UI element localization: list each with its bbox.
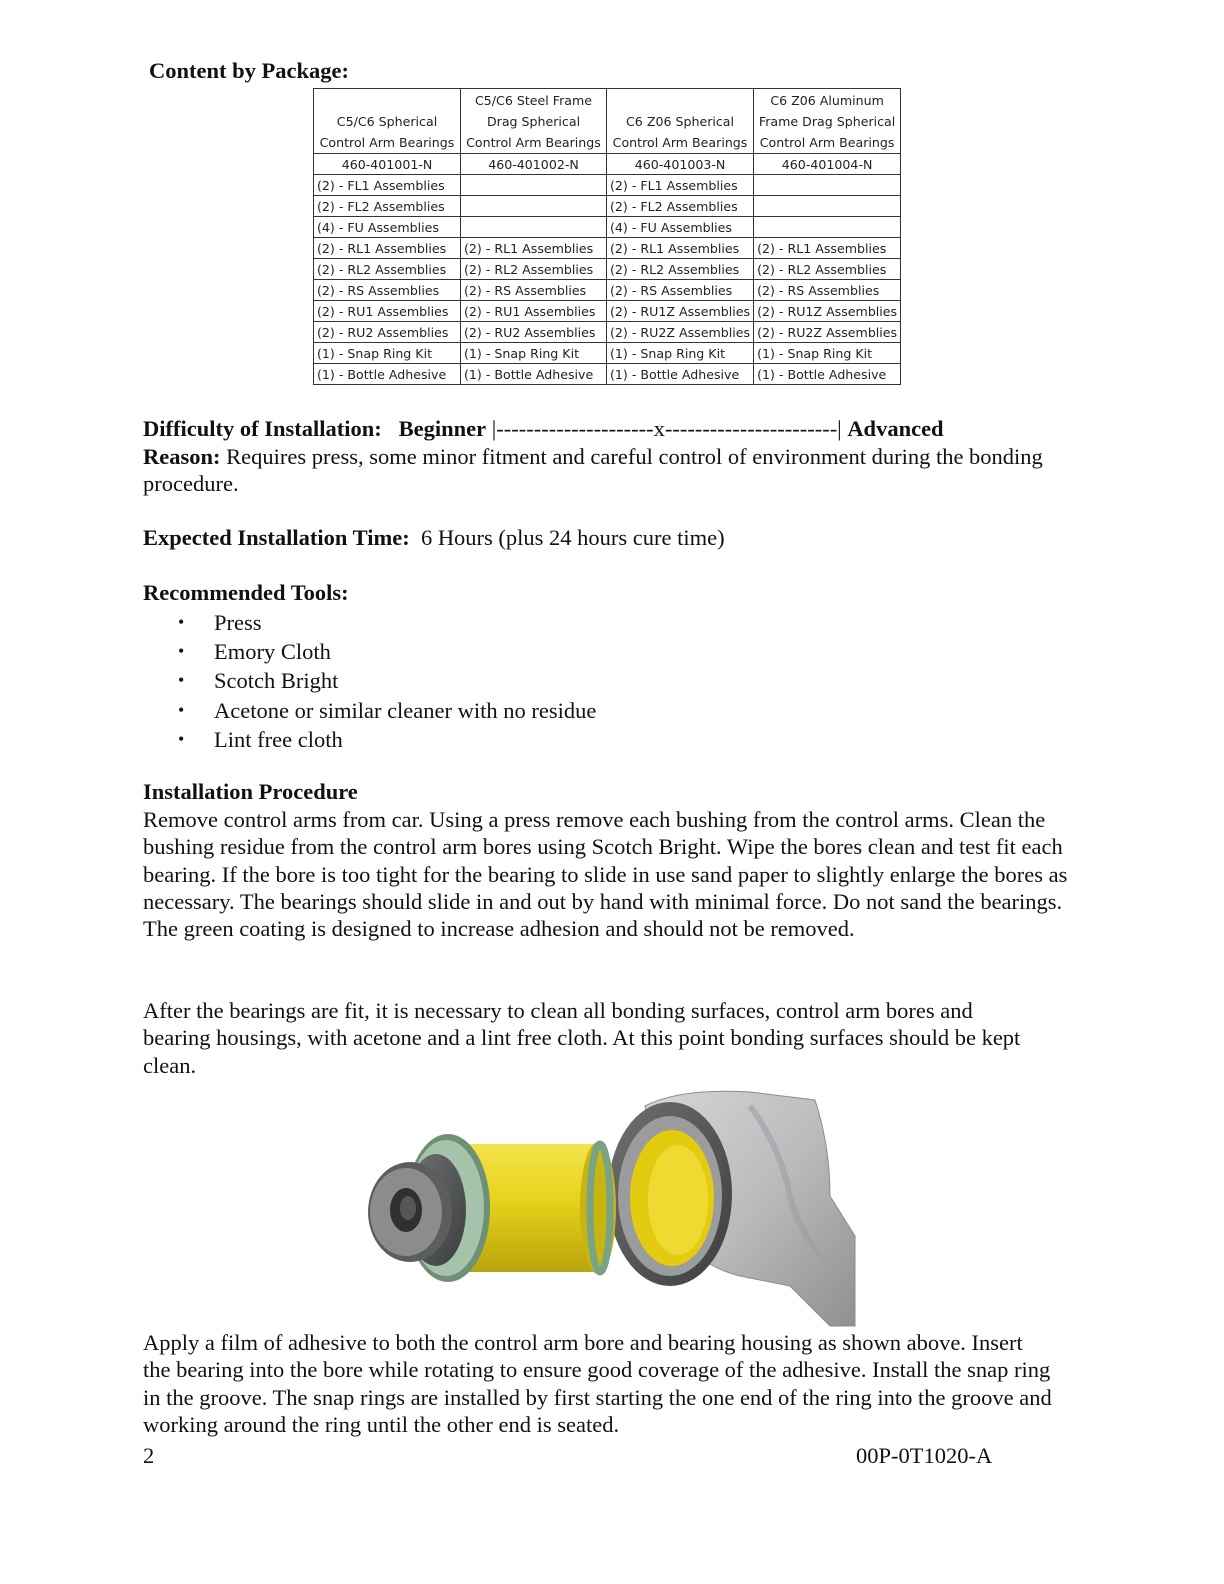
procedure-paragraph-2: After the bearings are fit, it is necessary to clean all bonding surfaces, control arm bores and bearing housings, with acetone and a lint free cloth. At this point bonding surfaces should be kept clean. [143,998,1021,1078]
package-contents-table [313,88,901,385]
table-cell: (2) - RS Assemblies [314,280,461,301]
table-header-cell [754,89,901,154]
header-line [610,90,750,111]
installation-procedure-heading: Installation Procedure [143,779,358,804]
installation-time-value: 6 Hours (plus 24 hours cure time) [420,525,725,550]
header-line: C6 Z06 Aluminum [770,93,884,108]
header-line: Control Arm Bearings [612,135,748,150]
difficulty-label: Difficulty of Installation: [143,416,382,441]
table-cell: (1) - Snap Ring Kit [754,343,901,364]
tool-name: Lint free cloth [214,726,343,752]
table-cell: (2) - FL1 Assemblies [314,175,461,196]
table-cell [754,196,901,217]
bullet-icon: • [178,641,185,662]
table-cell: (2) - RL1 Assemblies [314,238,461,259]
procedure-paragraph-3: Apply a film of adhesive to both the control arm bore and bearing housing as shown above. Insert the bearing into the bore while rotating to ensure good coverage of the adhesive. Install the snap ring in the groove. The snap rings are installed by first starting the one end of the ring into the groove and working around the ring until the other end is seated. [143,1330,1052,1437]
part-number-cell: 460-401003-N [607,154,754,175]
part-number-cell: 460-401001-N [314,154,461,175]
table-cell: (4) - FU Assemblies [314,217,461,238]
procedure-paragraph-1: Remove control arms from car. Using a press remove each bushing from the control arms. Clean the bushing residue from the control arm bores using Scotch Bright. Wipe the bores clean and test fit each bearing. If the bore is too tight for the bearing to slide in use sand paper to slightly enlarge the bores as necessary. The bearings should slide in and out by hand with minimal force. Do not sand the bearings. The green coating is designed to increase adhesion and should not be removed. [143,807,1068,942]
part-number-row [314,154,901,175]
document-code: 00P-0T1020-A [856,1443,993,1468]
table-cell: (2) - RL2 Assemblies [314,259,461,280]
table-cell: (1) - Snap Ring Kit [461,343,607,364]
table-header-cell [314,89,461,154]
header-line: Control Arm Bearings [319,135,455,150]
table-row [314,238,901,259]
bullet-icon: • [178,612,185,632]
list-item [178,608,596,637]
table-cell: (2) - RL2 Assemblies [754,259,901,280]
table-cell: (2) - RU1 Assemblies [314,301,461,322]
tool-name: Press [214,610,262,635]
difficulty-low-label: Beginner [398,416,487,441]
table-row [314,343,901,364]
table-cell [754,217,901,238]
header-line: C5/C6 Steel Frame [474,93,593,108]
table-cell: (2) - FL1 Assemblies [607,175,754,196]
difficulty-line [143,416,944,442]
table-cell: (2) - RS Assemblies [607,280,754,301]
table-row [314,280,901,301]
tool-name: Emory Cloth [214,639,331,665]
header-line: C6 Z06 Spherical [626,114,735,129]
tool-name: Scotch Bright [214,668,339,694]
page-number: 2 [143,1443,155,1468]
table-row [314,217,901,238]
header-line: Drag Spherical [486,114,581,129]
table-row [314,175,901,196]
table-cell: (2) - RL2 Assemblies [607,259,754,280]
table-cell: (2) - RU1Z Assemblies [754,301,901,322]
header-line: Control Arm Bearings [759,135,895,150]
reason-text: Requires press, some minor fitment and careful control of environment during the bonding procedure. [143,444,1043,497]
table-cell: (2) - RL1 Assemblies [607,238,754,259]
table-cell: (2) - RU1Z Assemblies [607,301,754,322]
header-line: Frame Drag Spherical [758,114,896,129]
bullet-icon: • [178,699,185,720]
table-cell: (2) - RU2Z Assemblies [754,322,901,343]
table-cell: (1) - Bottle Adhesive [754,364,901,385]
header-line: C5/C6 Spherical [336,114,438,129]
control-arm [608,1091,855,1326]
table-cell: (2) - RU2 Assemblies [314,322,461,343]
bearing-installation-illustration [360,1086,860,1331]
tools-list [178,608,596,754]
table-cell: (1) - Snap Ring Kit [314,343,461,364]
table-header-row [314,89,901,154]
header-line [317,90,457,111]
table-cell [754,175,901,196]
installation-time-line [143,525,725,551]
bullet-icon: • [178,728,185,749]
table-row [314,364,901,385]
difficulty-scale: |---------------------x-----------------------| [491,416,842,441]
header-line: Control Arm Bearings [466,135,601,150]
list-item [178,696,596,725]
reason-paragraph [143,443,1043,498]
table-row [314,196,901,217]
table-row [314,259,901,280]
list-item [178,725,596,754]
table-cell: (2) - RS Assemblies [461,280,607,301]
part-number-cell: 460-401002-N [461,154,607,175]
table-cell: (2) - FL2 Assemblies [607,196,754,217]
reason-label: Reason: [143,444,221,469]
difficulty-high-label: Advanced [847,416,944,441]
table-row [314,322,901,343]
table-cell: (2) - RU2Z Assemblies [607,322,754,343]
table-body [314,175,901,385]
bullet-icon: • [178,670,185,691]
table-cell: (2) - RU1 Assemblies [461,301,607,322]
content-by-package-heading: Content by Package: [149,58,349,83]
table-cell: (2) - FL2 Assemblies [314,196,461,217]
installation-time-label: Expected Installation Time: [143,525,410,550]
table-cell: (2) - RL1 Assemblies [461,238,607,259]
recommended-tools-heading: Recommended Tools: [143,580,349,605]
table-header-cell [461,89,607,154]
table-cell: (2) - RL1 Assemblies [754,238,901,259]
table-row [314,301,901,322]
list-item [178,637,596,666]
table-cell [461,196,607,217]
table-cell: (2) - RS Assemblies [754,280,901,301]
list-item [178,666,596,695]
table-cell: (1) - Bottle Adhesive [314,364,461,385]
spherical-bearing [368,1134,616,1282]
tool-name: Acetone or similar cleaner with no residue [214,697,597,723]
table-cell: (1) - Snap Ring Kit [607,343,754,364]
table-cell: (1) - Bottle Adhesive [607,364,754,385]
table-cell: (2) - RU2 Assemblies [461,322,607,343]
table-cell [461,217,607,238]
table-header-cell [607,89,754,154]
table-cell [461,175,607,196]
table-cell: (2) - RL2 Assemblies [461,259,607,280]
table-cell: (1) - Bottle Adhesive [461,364,607,385]
table-cell: (4) - FU Assemblies [607,217,754,238]
part-number-cell: 460-401004-N [754,154,901,175]
